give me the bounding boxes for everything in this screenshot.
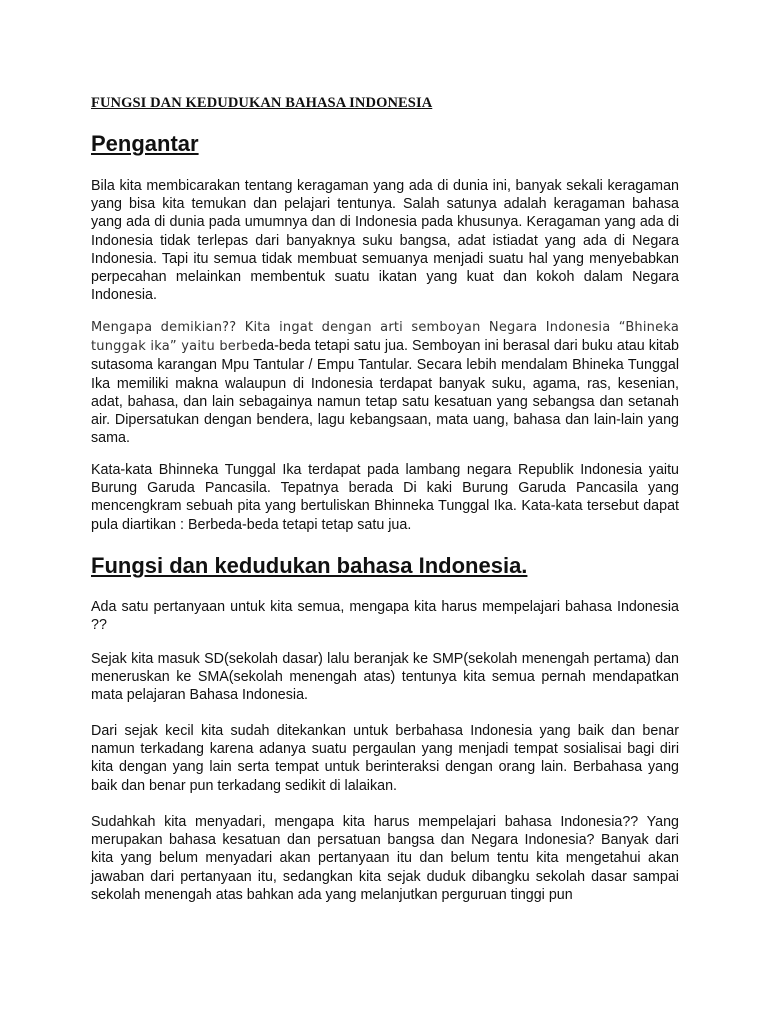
paragraph-bhineka [91, 318, 679, 447]
paragraph-berbahasa: Dari sejak kecil kita sudah ditekankan untuk berbahasa Indonesia yang baik dan benar namun terkadang karena adanya suatu pergaulan yang menjadi tempat sosialisai bagi diri kita dengan yang lain serta tempat untuk berinteraksi dengan orang lain. Berbahasa yang baik dan benar pun terkadang sedikit di lalaikan. [91, 723, 679, 794]
paragraph-sekolah: Sejak kita masuk SD(sekolah dasar) lalu beranjak ke SMP(sekolah menengah pertama) dan meneruskan ke SMA(sekolah menengah atas) tentunya kita semua pernah mendapatkan mata pelajaran Bahasa Indonesia. [91, 651, 679, 704]
section-heading-fungsi: Fungsi dan kedudukan bahasa Indonesia. [91, 553, 528, 578]
paragraph-menyadari: Sudahkah kita menyadari, mengapa kita harus mempelajari bahasa Indonesia?? Yang merupakan bahasa kesatuan dan persatuan bangsa dan Negara Indonesia? Banyak dari kita yang belum menyadari akan pertanyaan itu dan belum tentu kita mengetahui akan jawaban dari pertanyaan itu, sedangkan kita sejak duduk dibangku sekolah dasar sampai sekolah menengah atas bahkan ada yang melanjutkan perguruan tinggi pun [91, 814, 679, 903]
paragraph-bhineka-rest: da-beda tetapi satu jua. Semboyan ini berasal dari buku atau kitab sutasoma karangan Mpu Tantular / Empu Tantular. Secara lebih mendalam Bhineka Tunggal Ika memiliki makna walaupun di Indonesia terdapat banyak suku, agama, ras, kesenian, adat, bahasa, dan lain sebagainya namun tetap satu kesatuan yang sebangsa dan setanah air. Dipersatukan dengan bendera, lagu kebangsaan, mata uang, bahasa dan lain-lain yang sama. [91, 338, 679, 447]
section-heading-pengantar: Pengantar [91, 131, 199, 156]
document-title: FUNGSI DAN KEDUDUKAN BAHASA INDONESIA [91, 95, 433, 111]
paragraph-pertanyaan: Ada satu pertanyaan untuk kita semua, mengapa kita harus mempelajari bahasa Indonesia ?? [91, 599, 679, 634]
paragraph-keragaman: Bila kita membicarakan tentang keragaman yang ada di dunia ini, banyak sekali keragaman yang bisa kita temukan dan pelajari tentunya. Salah satunya adalah keragaman bahasa yang ada di dunia pada umumnya dan di Indonesia pada khusunya. Keragaman yang ada di Indonesia tidak terlepas dari banyaknya suku bangsa, adat istiadat yang ada di Negara Indonesia. Tapi itu semua tidak membuat semuanya menjadi suatu hal yang menyebabkan perpecahan melainkan membentuk suatu ikatan yang kuat dan kokoh dalam Negara Indonesia. [91, 178, 679, 304]
paragraph-garuda: Kata-kata Bhinneka Tunggal Ika terdapat pada lambang negara Republik Indonesia yaitu Burung Garuda Pancasila. Tepatnya berada Di kaki Burung Garuda Pancasila yang mencengkram sebuah pita yang bertuliskan Bhinneka Tunggal Ika. Kata-kata tersebut dapat pula diartikan : Berbeda-beda tetapi tetap satu jua. [91, 462, 679, 533]
paragraph-bhineka-lead: Mengapa demikian?? Kita ingat dengan arti semboyan Negara Indonesia “Bhineka tunggak ika” yaitu berbe [91, 320, 679, 355]
